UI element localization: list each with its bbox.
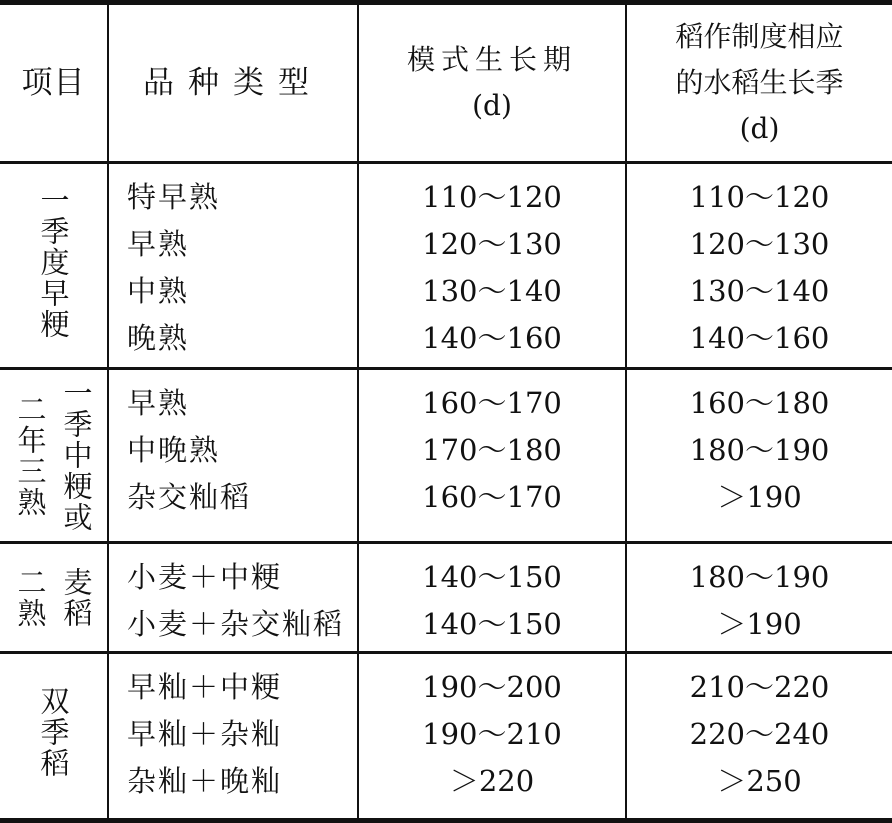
rice-season-value: ＞190 [717,607,802,641]
rice-season-value: ＞250 [717,764,802,798]
header-rice-season-line1: 稻作制度相应 [675,20,844,53]
model-period-value: ＞220 [449,764,535,798]
group-label [0,653,108,821]
rice-season-value: 110～120 [689,180,830,214]
variety-name: 早籼＋中粳 [127,670,283,704]
group-label-text: 双季稻 [36,686,71,779]
group-label [0,543,108,653]
header-model-period-unit: (d) [472,89,512,122]
header-row [0,3,892,163]
rice-season-value: 160～180 [689,386,830,420]
variety-name: 早熟 [127,227,190,261]
rice-season-value: 140～160 [689,321,830,355]
group-label-text-left: 一季中粳或 [59,378,94,533]
model-period-value: 140～150 [422,560,562,594]
rice-season-value: 210～220 [689,670,830,704]
rice-season-value: 220～240 [689,717,830,751]
variety-name: 早熟 [127,386,190,420]
rice-season-value: 180～190 [689,433,830,467]
variety-name: 中晚熟 [127,433,221,467]
variety-cell [108,369,358,543]
model-period-cell [358,653,626,821]
variety-name: 小麦＋中粳 [127,560,283,594]
variety-name: 特早熟 [127,180,221,214]
rice-season-cell [626,543,892,653]
model-period-value: 190～200 [422,670,562,704]
group-label [0,369,108,543]
group-single-mid-japonica [0,369,892,543]
model-period-value: 190～210 [422,717,562,751]
model-period-value: 130～140 [422,274,562,308]
rice-season-cell [626,163,892,369]
rice-season-value: 130～140 [689,274,830,308]
group-label-text-right: 二年三熟 [13,393,48,518]
header-item: 项目 [0,3,108,163]
model-period-value: 140～150 [422,607,562,641]
rice-season-value: 180～190 [689,560,830,594]
group-label-text: 一季度早粳 [36,184,71,340]
rice-season-value: 120～130 [689,227,830,261]
model-period-value: 140～160 [422,321,562,355]
variety-cell [108,653,358,821]
model-period-cell [358,543,626,653]
variety-name: 杂交籼稻 [127,480,252,514]
header-model-period-title: 模式生长期 [406,43,577,76]
header-rice-season [626,3,892,163]
variety-name: 小麦＋杂交籼稻 [127,607,345,641]
rice-season-value: ＞190 [717,480,802,514]
group-label-text-left: 麦稻 [59,566,94,629]
model-period-value: 110～120 [422,180,562,214]
variety-name: 杂籼＋晚籼 [127,764,283,798]
header-variety-type: 品种类型 [108,3,358,163]
model-period-value: 160～170 [422,480,562,514]
header-rice-season-line2: 的水稻生长季 [675,66,844,99]
model-period-value: 120～130 [422,227,562,261]
variety-name: 晚熟 [127,321,190,355]
variety-cell [108,543,358,653]
header-model-period [358,3,626,163]
variety-name: 中熟 [127,274,190,308]
variety-cell [108,163,358,369]
rice-season-cell [626,369,892,543]
rice-season-cell [626,653,892,821]
variety-name: 早籼＋杂籼 [127,717,283,751]
group-label-text-right: 二熟 [13,566,48,629]
group-label [0,163,108,369]
model-period-cell [358,369,626,543]
header-rice-season-unit: (d) [739,112,780,145]
model-period-cell [358,163,626,369]
group-single-early-japonica [0,163,892,369]
group-wheat-rice [0,543,892,653]
model-period-value: 170～180 [422,433,562,467]
model-period-value: 160～170 [422,386,562,420]
group-double-rice [0,653,892,821]
